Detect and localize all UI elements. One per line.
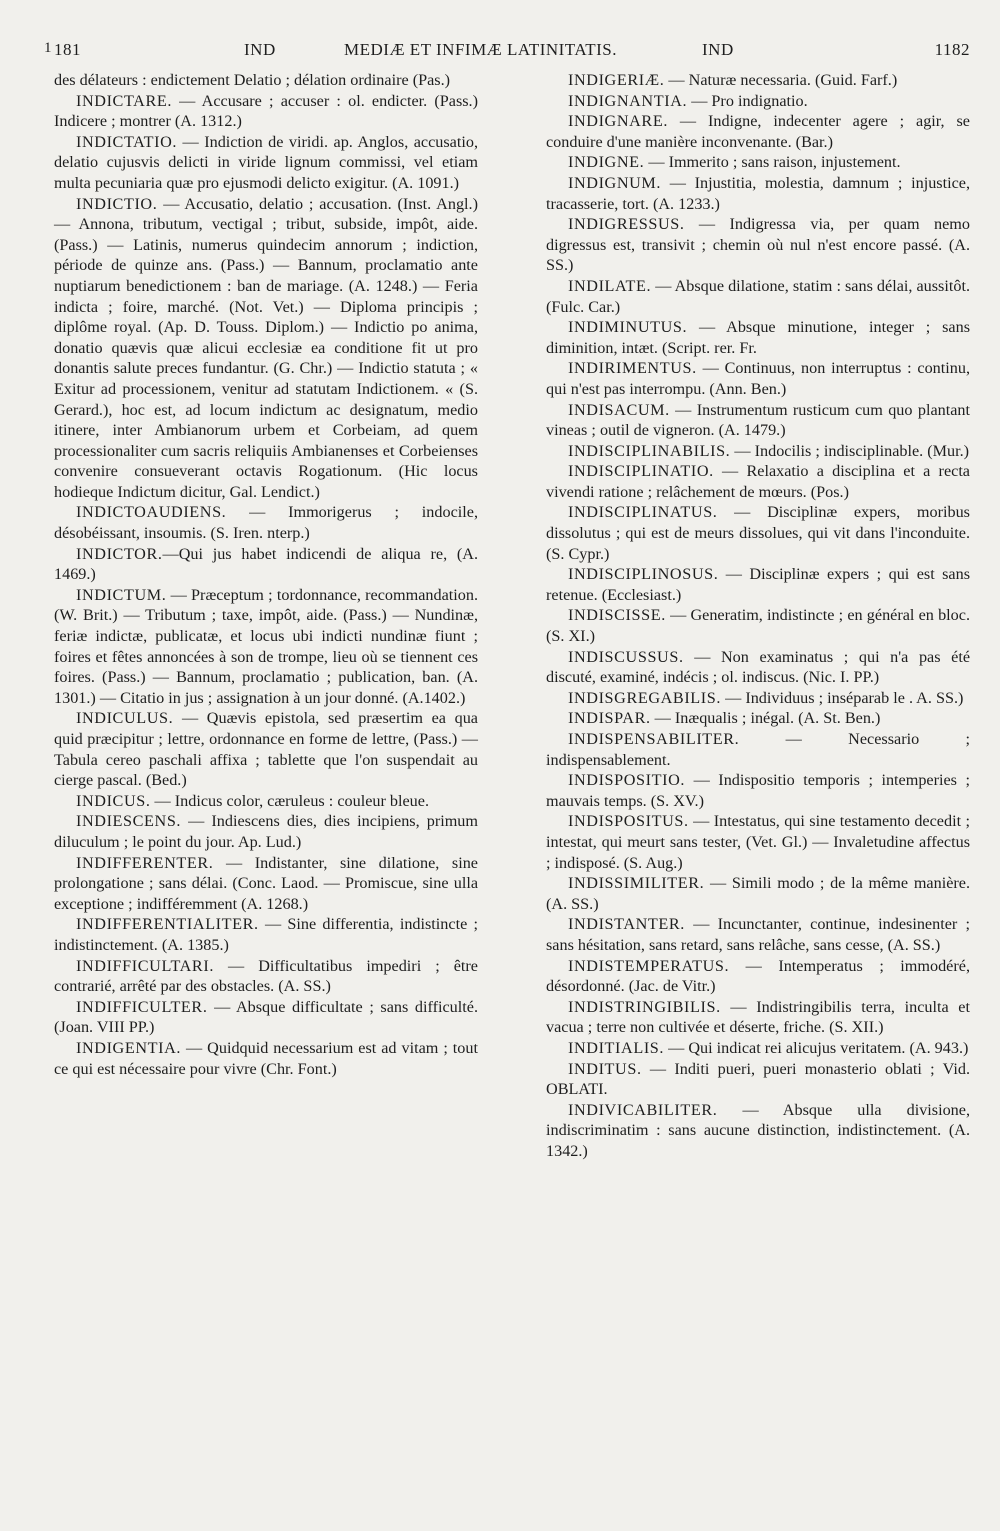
page-number-left-sub: 1	[44, 40, 52, 56]
entry-headword: INDISCUSSUS.	[568, 647, 684, 666]
dictionary-entry	[54, 853, 478, 915]
entry-headword: INDICTARE.	[76, 91, 172, 110]
entry-definition: — Instrumentum rusticum cum quo plantant vineas ; outil de vigneron. (A. 1479.)	[546, 400, 970, 440]
entry-headword: INDISSIMILITER.	[568, 874, 705, 893]
entry-headword: INDICTATIO.	[76, 132, 178, 151]
entry-definition: — Quævis epistola, sed præsertim ea qua quid præcipitur ; lettre, ordonnance en forme de lettre, (Pass.) — Tabula cereo paschali affixa ; tablette que l'on suspendait au cierge pascal. (Bed.)	[54, 709, 478, 790]
entry-definition: — Indigne, indecenter agere ; agir, se conduire d'une manière inconvenante. (Bar.)	[546, 112, 970, 151]
entry-headword: INDIMINUTUS.	[568, 318, 688, 337]
entry-headword: INDICTOAUDIENS.	[76, 503, 227, 522]
entry-definition: — Generatim, indistincte ; en général en bloc. (S. XI.)	[546, 606, 970, 646]
entry-definition: — Injustitia, molestia, damnum ; injustice, tracasserie, tort. (A. 1233.)	[546, 173, 970, 213]
entry-definition: — Sine differentia, indistincte ; indistinctement. (A. 1385.)	[54, 915, 478, 954]
dictionary-entry	[54, 502, 478, 543]
entry-headword: INDICTUM.	[76, 585, 167, 604]
entry-definition: — Intestatus, qui sine testamento decedit ; intestat, qui meurt sans tester, (Vet. Gl.) — Invaletudine affectus ; indisposé. (S. Aug.)	[546, 812, 970, 872]
dictionary-entry	[546, 91, 970, 112]
entry-definition: — Absque ulla divisione, indiscriminatim : sans aucune distinction, indistinctement. (A. 1342.)	[546, 1100, 970, 1160]
dictionary-entry	[546, 811, 970, 873]
entry-definition: — Non examinatus ; qui n'a pas été discuté, examiné, indécis ; ol. indiscus. (Nic. I. PP.)	[546, 647, 970, 687]
entry-definition: — Difficultatibus impediri ; être contrarié, arrêté par des obstacles. (A. SS.)	[54, 956, 478, 996]
entry-definition: — Naturæ necessaria. (Guid. Farf.)	[664, 71, 898, 89]
entry-definition: — Intemperatus ; immodéré, désordonné. (Jac. de Vitr.)	[546, 956, 970, 996]
entry-headword: INDITUS.	[568, 1059, 642, 1078]
entry-definition: — Quidquid necessarium est ad vitam ; tout ce qui est nécessaire pour vivre (Chr. Font.)	[54, 1038, 478, 1078]
entry-headword: INDISPOSITUS.	[568, 812, 689, 831]
entry-headword: INDILATE.	[568, 276, 652, 295]
entry-definition: — Indiescens dies, dies incipiens, primum diluculum ; le point du jour. Ap. Lud.)	[54, 812, 478, 851]
entry-definition: — Indocilis ; indisciplinable. (Mur.)	[730, 441, 970, 460]
dictionary-entry	[54, 585, 478, 709]
dictionary-entry	[546, 708, 970, 729]
header-keyword-right: IND	[702, 40, 734, 59]
entry-definition: — Necessario ; indispensablement.	[546, 730, 970, 769]
dictionary-entry	[546, 605, 970, 646]
dictionary-entry	[54, 70, 478, 91]
entry-headword: INDIFFICULTARI.	[76, 956, 214, 975]
entry-headword: INDIFFICULTER.	[76, 997, 208, 1016]
columns	[54, 70, 970, 1161]
entry-headword: INDIGRESSUS.	[568, 215, 685, 234]
dictionary-entry	[546, 214, 970, 276]
entry-definition: — Absque dilatione, statim : sans délai, aussitôt. (Fulc. Car.)	[546, 276, 970, 316]
entry-definition: — Inditi pueri, pueri monasterio oblati ; Vid. OBLATI.	[546, 1059, 970, 1099]
entry-definition: — Indigressa via, per quam nemo digressus est, transivit ; chemin où nul n'est encore passé. (A. SS.)	[546, 215, 970, 275]
dictionary-entry	[546, 997, 970, 1038]
dictionary-entry	[546, 400, 970, 441]
dictionary-entry	[546, 152, 970, 173]
entry-headword: INDIFFERENTER.	[76, 853, 214, 872]
entry-headword: INDISPAR.	[568, 709, 651, 728]
dictionary-entry	[546, 70, 970, 91]
dictionary-entry	[546, 914, 970, 955]
entry-headword: INDICULUS.	[76, 709, 174, 728]
dictionary-entry	[546, 441, 970, 462]
entry-headword: INDIGERIÆ.	[568, 71, 665, 89]
entry-headword: INDIGNE.	[568, 153, 645, 172]
entry-headword: INDISCIPLINOSUS.	[568, 565, 719, 584]
entry-definition: — Immerito ; sans raison, injustement.	[644, 153, 901, 172]
header-title: MEDIÆ ET INFIMÆ LATINITATIS.	[344, 40, 617, 59]
dictionary-entry	[546, 111, 970, 152]
entry-headword: INDIFFERENTIALITER.	[76, 915, 259, 934]
entry-headword: INDISCIPLINATUS.	[568, 503, 718, 522]
entry-definition: — Præceptum ; tordonnance, recommandation. (W. Brit.) — Tributum ; taxe, impôt, aide. (Pass.) — Nundinæ, feriæ indictæ, publicatæ, et locus ubi indicti nundinæ fiunt ; foires et fêtes annoncées à son de trompe, lieu où se tiennent ces foires. (Pass.) — Bannum, proclamatio ; publication, ban. (A. 1301.) — Citatio in jus ; assignation à un jour donné. (A.1402.)	[54, 585, 478, 707]
entry-definition: — Qui indicat rei alicujus veritatem. (A. 943.)	[664, 1038, 969, 1057]
dictionary-entry	[546, 276, 970, 317]
entry-headword: INDIRIMENTUS.	[568, 359, 697, 378]
entry-definition: — Inæqualis ; inégal. (A. St. Ben.)	[650, 709, 881, 728]
dictionary-entry	[54, 544, 478, 585]
right-column	[546, 70, 970, 1161]
entry-definition: — Simili modo ; de la même manière. (A. SS.)	[546, 874, 970, 913]
left-column	[54, 70, 478, 1161]
entry-headword: INDISPENSABILITER.	[568, 730, 740, 748]
entry-headword: INDITIALIS.	[568, 1038, 665, 1057]
dictionary-entry	[54, 956, 478, 997]
dictionary-entry	[546, 688, 970, 709]
dictionary-entry	[54, 791, 478, 812]
header-keyword-left: IND	[244, 40, 276, 59]
entry-definition: — Disciplinæ expers ; qui est sans retenue. (Ecclesiast.)	[546, 565, 970, 604]
entry-definition: — Relaxatio a disciplina et a recta vivendi ratione ; relâchement de mœurs. (Pos.)	[546, 462, 970, 501]
dictionary-entry	[54, 194, 478, 503]
dictionary-entry	[54, 1038, 478, 1079]
entry-definition: — Indispositio temporis ; intemperies ; mauvais temps. (S. XV.)	[546, 771, 970, 810]
running-head	[44, 38, 970, 70]
entry-headword: INDICTIO.	[76, 194, 158, 213]
entry-definition: — Absque minutione, integer ; sans diminition, intæt. (Script. rer. Fr.	[546, 318, 970, 357]
dictionary-entry	[546, 1100, 970, 1162]
entry-definition: — Indiction de viridi. ap. Anglos, accusatio, delatio cujusvis delicti in viride lignum commissi, vel etiam multa pecuniaria quæ pro ejusmodi delicto exigitur. (A. 1091.)	[54, 132, 478, 192]
dictionary-entry	[546, 647, 970, 688]
entry-headword: INDICUS.	[76, 791, 151, 810]
entry-headword: INDISGREGABILIS.	[568, 688, 722, 707]
dictionary-entry	[546, 1059, 970, 1100]
entry-definition: — Absque difficultate ; sans difficulté. (Joan. VIII PP.)	[54, 997, 478, 1037]
dictionary-entry	[54, 997, 478, 1038]
entry-headword: INDICTOR.	[76, 544, 163, 563]
entry-headword: INDISTRINGIBILIS.	[568, 997, 721, 1016]
entry-headword: INDISCISSE.	[568, 606, 666, 625]
dictionary-entry	[546, 873, 970, 914]
dictionary-entry	[54, 91, 478, 132]
entry-definition: — Indicus color, cæruleus : couleur bleue.	[150, 791, 430, 810]
entry-definition: des délateurs : endictement Delatio ; délation ordinaire (Pas.)	[54, 71, 451, 89]
entry-headword: INDISCIPLINABILIS.	[568, 441, 731, 460]
entry-definition: — Pro indignatio.	[687, 91, 808, 110]
dictionary-entry	[54, 811, 478, 852]
entry-definition: — Disciplinæ expers, moribus dissolutus ; qui est de meurs dissolues, qui vit dans l'inconduite. (S. Cypr.)	[546, 503, 970, 563]
entry-definition: — Indistringibilis terra, inculta et vacua ; terre non cultivée et déserte, friche. (S. XII.)	[546, 997, 970, 1037]
entry-definition: — Accusatio, delatio ; accusation. (Inst. Angl.) — Annona, tributum, vectigal ; tribut, subside, impôt, aide. (Pass.) — Latinis, numerus quindecim annorum ; indiction, période de quinze ans. (Pass.) — Bannum, proclamatio ante nuptiarum benedictionem : ban de mariage. (A. 1248.) — Feria indicta ; foire, marché. (Not. Vet.) — Diploma principis ; diplôme royal. (Ap. D. Touss. Diplom.) — Indictio po anima, donatio quævis quæ alicui ecclesiæ ea conditione fit ut pro donantis salute preces fundantur. (G. Chr.) — Indictio statuta ; « Exitur ad processionem, venitur ad statutam Indictionem. « (S. Gerard.), hoc est, ad locum indictum ac designatum, medio itinere, inter Ambianorum urbem et Corbeiam, ad quem processionaliter cum sacris reliquiis Ambianenses et Corbeienses convenire consueverant octavis Rogationum. (Hic locus hodieque Indictum dicitur, Gal. Lendict.)	[54, 194, 478, 501]
entry-headword: INDIESCENS.	[76, 812, 182, 831]
entry-definition: —Qui jus habet indicendi de aliqua re, (A. 1469.)	[54, 544, 478, 584]
dictionary-entry	[546, 461, 970, 502]
entry-definition: — Incunctanter, continue, indesinenter ; sans hésitation, sans retard, sans relâche, sans cesse, (A. SS.)	[546, 915, 970, 954]
dictionary-entry	[54, 914, 478, 955]
dictionary-entry	[546, 956, 970, 997]
dictionary-entry	[546, 1038, 970, 1059]
dictionary-entry	[546, 770, 970, 811]
dictionary-entry	[546, 564, 970, 605]
entry-headword: INDIGNARE.	[568, 112, 668, 131]
page-number-left: 181	[54, 40, 81, 59]
entry-definition: — Continuus, non interruptus : continu, qui n'est pas interrompu. (Ann. Ben.)	[546, 359, 970, 398]
entry-headword: INDIGNANTIA.	[568, 91, 688, 110]
dictionary-entry	[54, 132, 478, 194]
entry-headword: INDISACUM.	[568, 400, 670, 419]
dictionary-entry	[546, 358, 970, 399]
entry-headword: INDISTANTER.	[568, 915, 685, 934]
entry-headword: INDIGENTIA.	[76, 1038, 182, 1057]
entry-headword: INDISTEMPERATUS.	[568, 956, 730, 975]
dictionary-entry	[546, 502, 970, 564]
page-number-right: 1182	[934, 40, 970, 59]
entry-definition: — Immorigerus ; indocile, désobéissant, insoumis. (S. Iren. nterp.)	[54, 503, 478, 543]
entry-headword: INDISCIPLINATIO.	[568, 462, 714, 481]
entry-definition: — Individuus ; inséparab le . A. SS.)	[721, 688, 964, 707]
entry-headword: INDIGNUM.	[568, 173, 662, 192]
entry-definition: — Indistanter, sine dilatione, sine prolongatione ; sans délai. (Conc. Laod. — Promiscue, sine ulla exceptione ; indifféremment (A. 1268.)	[54, 853, 478, 913]
entry-headword: INDIVICABILITER.	[568, 1100, 718, 1119]
entry-headword: INDISPOSITIO.	[568, 771, 686, 790]
dictionary-entry	[54, 708, 478, 790]
dictionary-entry	[546, 729, 970, 770]
entry-definition: — Accusare ; accuser : ol. endicter. (Pass.) Indicere ; montrer (A. 1312.)	[54, 91, 478, 131]
dictionary-entry	[546, 173, 970, 214]
dictionary-entry	[546, 317, 970, 358]
